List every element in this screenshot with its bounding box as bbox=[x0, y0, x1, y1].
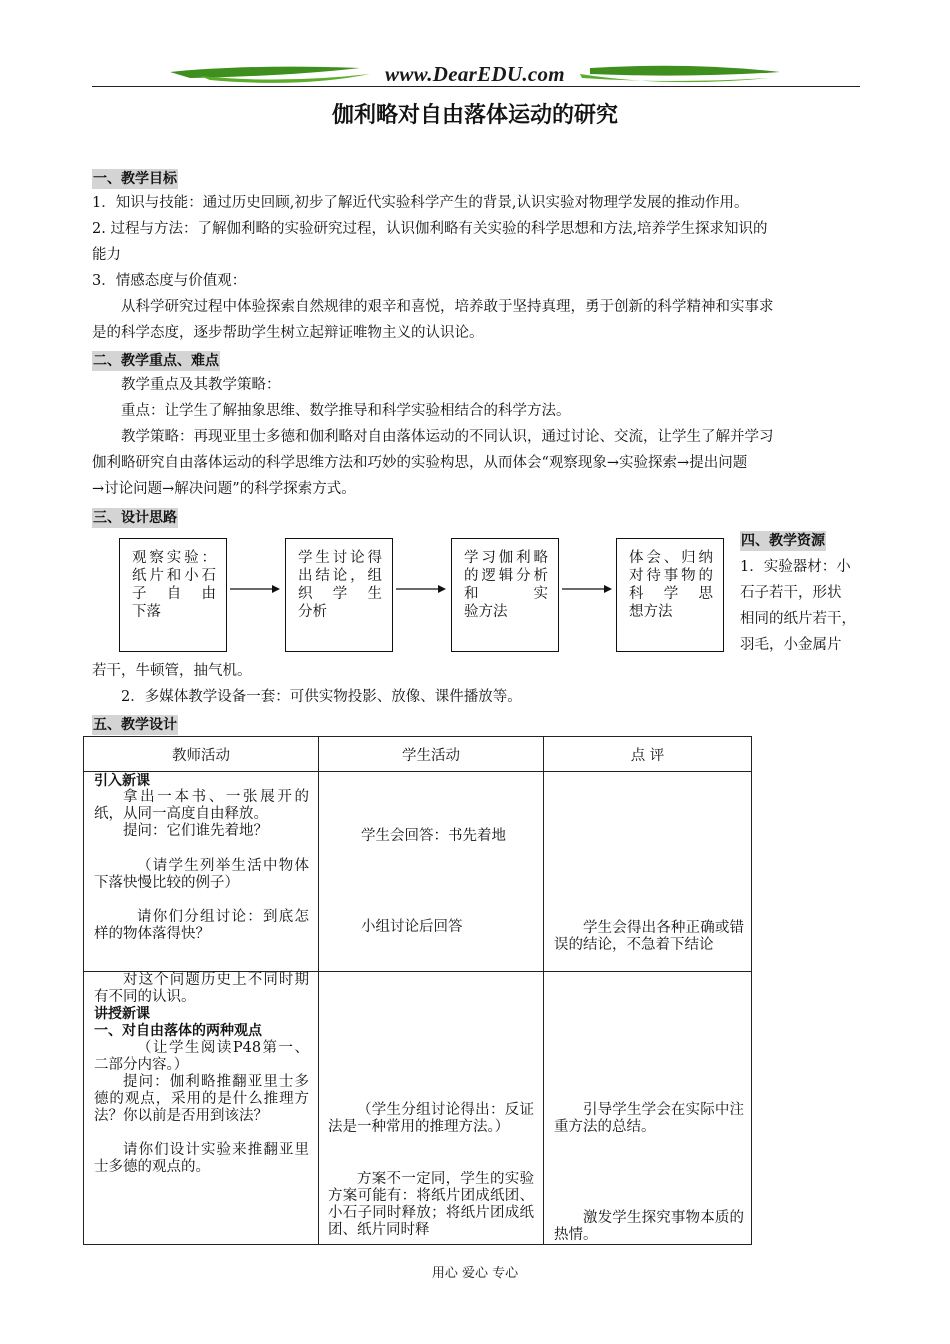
cell-text: （让学生阅读P48第一、二部分内容。） bbox=[94, 1040, 309, 1073]
cell-text: （请学生列举生活中物体下落快慢比较的例子） bbox=[94, 858, 309, 891]
flow-box-summarize bbox=[616, 538, 724, 652]
section-heading-objectives bbox=[92, 166, 862, 192]
section-label: 二、教学重点、难点 bbox=[93, 353, 219, 369]
paragraph-line: 能力 bbox=[92, 247, 121, 263]
comment-cell bbox=[544, 972, 752, 1245]
cell-text: 请你们分组讨论：到底怎样的物体落得快？ bbox=[94, 909, 309, 942]
cell-heading: 引入新课 bbox=[94, 773, 150, 789]
flow-text: 想方法 bbox=[629, 604, 673, 620]
cell-text: 小组讨论后回答 bbox=[361, 919, 463, 935]
section-label: 三、设计思路 bbox=[93, 510, 177, 526]
flow-box-observe bbox=[119, 538, 227, 652]
paragraph-line: 1．知识与技能：通过历史回顾,初步了解近代实验科学产生的背景,认识实验对物理学发展的推动作用。 bbox=[92, 195, 749, 211]
section-heading-resources bbox=[740, 528, 826, 554]
paragraph-line: 3．情感态度与价值观： bbox=[92, 273, 247, 289]
flow-text: 验方法 bbox=[464, 604, 508, 620]
section-label: 五、教学设计 bbox=[93, 717, 177, 733]
resource-line: 石子若干，形状 bbox=[740, 585, 842, 601]
table-row bbox=[84, 972, 752, 1245]
paragraph-line: 教学策略：再现亚里士多德和伽利略对自由落体运动的不同认识，通过讨论、交流，让学生了解并学习 bbox=[121, 429, 774, 445]
student-cell bbox=[319, 972, 544, 1245]
arrow-right-icon bbox=[228, 582, 282, 596]
flow-text: 学生讨论得出结论，组织学生 bbox=[298, 550, 382, 602]
paragraph-line: 伽利略研究自由落体运动的科学思维方法和巧妙的实验构思，从而体会“观察现象→实验探索→提出问题 bbox=[92, 455, 748, 471]
student-cell bbox=[319, 772, 544, 972]
resource-line: 2．多媒体教学设备一套：可供实物投影、放像、课件播放等。 bbox=[121, 689, 522, 705]
paragraph-line: →讨论问题→解决问题”的科学探索方式。 bbox=[92, 481, 356, 497]
cell-text: 激发学生探究事物本质的热情。 bbox=[554, 1210, 744, 1243]
cell-text: 请你们设计实验来推翻亚里士多德的观点的。 bbox=[94, 1142, 309, 1175]
column-header: 教师活动 bbox=[84, 737, 319, 772]
header-divider bbox=[92, 86, 860, 87]
cell-text: 拿出一本书、一张展开的纸，从同一高度自由释放。 bbox=[94, 789, 309, 822]
arrow-right-icon bbox=[560, 582, 614, 596]
paragraph-line: 重点：让学生了解抽象思维、数学推导和科学实验相结合的科学方法。 bbox=[121, 403, 571, 419]
table-row bbox=[84, 772, 752, 972]
cell-text: （学生分组讨论得出：反证法是一种常用的推理方法。） bbox=[328, 1102, 534, 1135]
resource-line: 相同的纸片若干， bbox=[740, 611, 856, 627]
cell-text: 对这个问题历史上不同时期有不同的认识。 bbox=[94, 972, 309, 1005]
column-header: 学生活动 bbox=[319, 737, 544, 772]
flow-box-learn bbox=[451, 538, 559, 652]
cell-heading: 一、对自由落体的两种观点 bbox=[94, 1023, 262, 1039]
cell-heading: 讲授新课 bbox=[94, 1006, 150, 1022]
cell-text: 学生会回答：书先着地 bbox=[361, 828, 506, 844]
section-heading-keypoints bbox=[92, 348, 862, 374]
section-label: 四、教学资源 bbox=[741, 533, 825, 549]
cell-text: 引导学生学会在实际中注重方法的总结。 bbox=[554, 1102, 744, 1135]
section-heading-teaching-design bbox=[92, 712, 862, 738]
teacher-cell bbox=[84, 972, 319, 1245]
teaching-design-table bbox=[83, 736, 752, 1245]
flow-text: 分析 bbox=[298, 604, 327, 620]
cell-text: 提问：伽利略推翻亚里士多德的观点，采用的是什么推理方法？你以前是否用到该法？ bbox=[94, 1074, 309, 1124]
comment-cell bbox=[544, 772, 752, 972]
paragraph-line: 教学重点及其教学策略： bbox=[121, 377, 281, 393]
flow-text: 观察实验：纸片和小石子自由 bbox=[132, 550, 216, 602]
paragraph-line: 从科学研究过程中体验探索自然规律的艰辛和喜悦，培养敢于坚持真理，勇于创新的科学精神和实事求 bbox=[121, 299, 774, 315]
paragraph-line: 2. 过程与方法：了解伽利略的实验研究过程，认识伽利略有关实验的科学思想和方法,培养学生探求知识的 bbox=[92, 221, 768, 237]
flow-text: 学习伽利略的逻辑分析和实 bbox=[464, 550, 548, 602]
resource-line: 若干，牛顿管，抽气机。 bbox=[92, 663, 252, 679]
cell-text: 提问：它们谁先着地？ bbox=[123, 823, 268, 839]
arrow-right-icon bbox=[394, 582, 448, 596]
table-header-row bbox=[84, 737, 752, 772]
flow-box-discuss bbox=[285, 538, 393, 652]
teacher-cell bbox=[84, 772, 319, 972]
resource-line: 羽毛，小金属片 bbox=[740, 637, 842, 653]
page-footer: 用心 爱心 专心 bbox=[431, 1266, 519, 1281]
section-label: 一、教学目标 bbox=[93, 171, 177, 187]
cell-text: 学生会得出各种正确或错误的结论，不急着下结论 bbox=[554, 920, 744, 953]
page-title: 伽利略对自由落体运动的研究 bbox=[331, 103, 618, 128]
flow-text: 下落 bbox=[132, 604, 161, 620]
flow-text: 体会、归纳对待事物的科学思 bbox=[629, 550, 713, 602]
column-header: 点 评 bbox=[544, 737, 752, 772]
resource-line: 1．实验器材：小 bbox=[740, 559, 851, 575]
paragraph-line: 是的科学态度，逐步帮助学生树立起辩证唯物主义的认识论。 bbox=[92, 325, 484, 341]
logo-text: www.DearEDU.com bbox=[385, 62, 565, 86]
cell-text: 方案不一定同，学生的实验方案可能有：将纸片团成纸团、小石子同时释放；将纸片团成纸团、纸片同时释 bbox=[328, 1171, 534, 1238]
